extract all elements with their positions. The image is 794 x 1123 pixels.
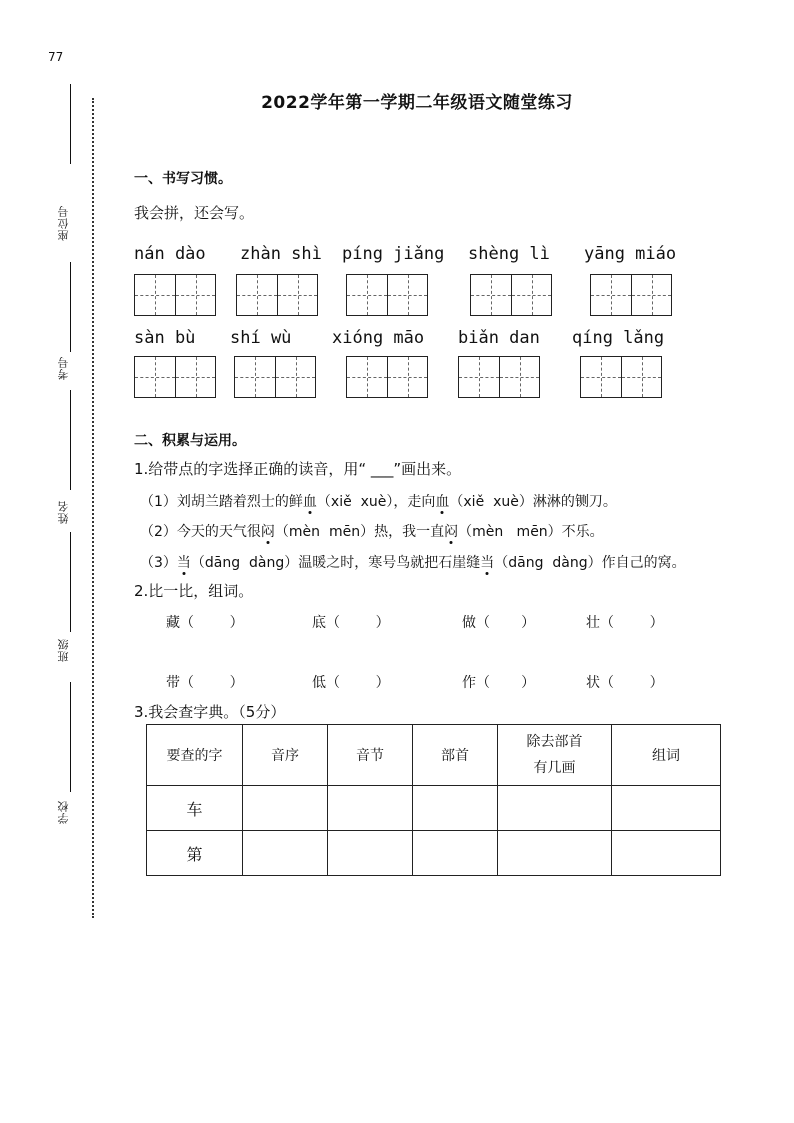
- q1-item1: [140, 491, 617, 511]
- writing-grid-4[interactable]: [470, 274, 552, 316]
- q2-compare-3[interactable]: 做（ ）: [462, 615, 536, 631]
- dotted-cut-line: [92, 98, 94, 918]
- q1-item3-options-2[interactable]: （dāng dàng）作自己的窝。: [494, 555, 686, 571]
- table-row: [147, 786, 721, 831]
- row-char: 车: [147, 786, 243, 831]
- q1-item3-options-1[interactable]: （dāng dàng）温暖之时，寒号鸟就把石崖缝: [190, 555, 481, 571]
- answer-cell[interactable]: [612, 831, 721, 876]
- q2-prompt: 2.比一比，组词。: [134, 582, 254, 600]
- writing-grid-7[interactable]: [234, 356, 316, 398]
- pinyin-4: shèng lì: [468, 244, 550, 264]
- writing-grid-10[interactable]: [580, 356, 662, 398]
- page-title: 2022学年第一学期二年级语文随堂练习: [261, 93, 573, 113]
- q1-item3: [140, 552, 686, 572]
- pinyin-10: qíng lǎng: [572, 328, 665, 348]
- q1-item2-text-a: （2）今天的天气很: [140, 524, 261, 540]
- writing-grid-3[interactable]: [346, 274, 428, 316]
- q2-compare-6[interactable]: 低（ ）: [312, 675, 390, 691]
- page-number: 77: [48, 50, 64, 64]
- answer-cell[interactable]: [498, 786, 612, 831]
- pinyin-9: biǎn dan: [458, 328, 540, 348]
- header-char: 要查的字: [147, 725, 243, 786]
- writing-grid-2[interactable]: [236, 274, 318, 316]
- class-label: 班级: [57, 638, 70, 662]
- section2-heading: 二、积累与运用。: [134, 433, 246, 449]
- class-line: [70, 532, 71, 632]
- exam-no-label: 考号: [57, 356, 70, 380]
- answer-cell[interactable]: [413, 831, 498, 876]
- q3-prompt: 3.我会查字典。（5分）: [134, 703, 286, 721]
- q1-item1-text-a: （1）刘胡兰踏着烈士的鲜: [140, 494, 303, 510]
- q2-compare-2[interactable]: 底（ ）: [312, 615, 390, 631]
- dotted-char: 闷: [260, 524, 275, 540]
- header-strokes-line1: 除去部首: [526, 734, 583, 750]
- header-syllable: 音节: [328, 725, 413, 786]
- dotted-char: 当: [480, 555, 495, 571]
- q1-item2-options-1[interactable]: （mèn mēn）热，我一直: [274, 524, 445, 540]
- name-label: 姓名: [57, 500, 70, 524]
- header-strokes-line2: 有几画: [533, 760, 576, 776]
- q2-compare-7[interactable]: 作（ ）: [462, 675, 536, 691]
- answer-cell[interactable]: [243, 786, 328, 831]
- writing-grid-5[interactable]: [590, 274, 672, 316]
- answer-cell[interactable]: [498, 831, 612, 876]
- q1-item1-options-2[interactable]: （xiě xuè）淋淋的铡刀。: [449, 494, 617, 510]
- q1-item3-text-a: （3）: [140, 555, 177, 571]
- q2-compare-4[interactable]: 壮（ ）: [586, 615, 664, 631]
- seat-label: 座位号: [57, 205, 70, 241]
- answer-cell[interactable]: [328, 786, 413, 831]
- dotted-char: 当: [176, 555, 191, 571]
- writing-grid-9[interactable]: [458, 356, 540, 398]
- header-word: 组词: [612, 725, 721, 786]
- dotted-char: 血: [435, 494, 450, 510]
- answer-cell[interactable]: [413, 786, 498, 831]
- header-strokes: [498, 725, 612, 786]
- section1-instruction: 我会拼，还会写。: [134, 204, 255, 222]
- table-header-row: [147, 725, 721, 786]
- pinyin-6: sàn bù: [134, 328, 196, 348]
- q1-item1-options-1[interactable]: （xiě xuè），走向: [316, 494, 436, 510]
- answer-cell[interactable]: [612, 786, 721, 831]
- q1-prompt: 1.给带点的字选择正确的读音，用“ ___”画出来。: [134, 460, 462, 478]
- pinyin-7: shí wù: [230, 328, 292, 348]
- pinyin-1: nán dào: [134, 244, 206, 264]
- dotted-char: 血: [302, 494, 317, 510]
- pinyin-2: zhàn shì: [240, 244, 322, 264]
- header-radical: 部首: [413, 725, 498, 786]
- q2-compare-5[interactable]: 带（ ）: [166, 675, 244, 691]
- header-initial: 音序: [243, 725, 328, 786]
- pinyin-8: xióng māo: [332, 328, 425, 348]
- writing-grid-6[interactable]: [134, 356, 216, 398]
- section1-heading: 一、书写习惯。: [134, 171, 232, 187]
- dictionary-table: [146, 724, 721, 876]
- answer-cell[interactable]: [328, 831, 413, 876]
- school-label: 学校: [57, 800, 70, 824]
- q1-item2-options-2[interactable]: （mèn mēn）不乐。: [458, 524, 604, 540]
- pinyin-3: píng jiǎng: [342, 244, 445, 264]
- row-char: 第: [147, 831, 243, 876]
- q2-compare-1[interactable]: 藏（ ）: [166, 615, 244, 631]
- name-line: [70, 390, 71, 490]
- table-row: [147, 831, 721, 876]
- writing-grid-1[interactable]: [134, 274, 216, 316]
- school-line: [70, 682, 71, 792]
- pinyin-5: yāng miáo: [584, 244, 677, 264]
- dotted-char: 闷: [444, 524, 459, 540]
- exam-no-line: [70, 262, 71, 352]
- q2-compare-8[interactable]: 状（ ）: [586, 675, 664, 691]
- writing-grid-8[interactable]: [346, 356, 428, 398]
- answer-cell[interactable]: [243, 831, 328, 876]
- q1-item2: [140, 521, 604, 541]
